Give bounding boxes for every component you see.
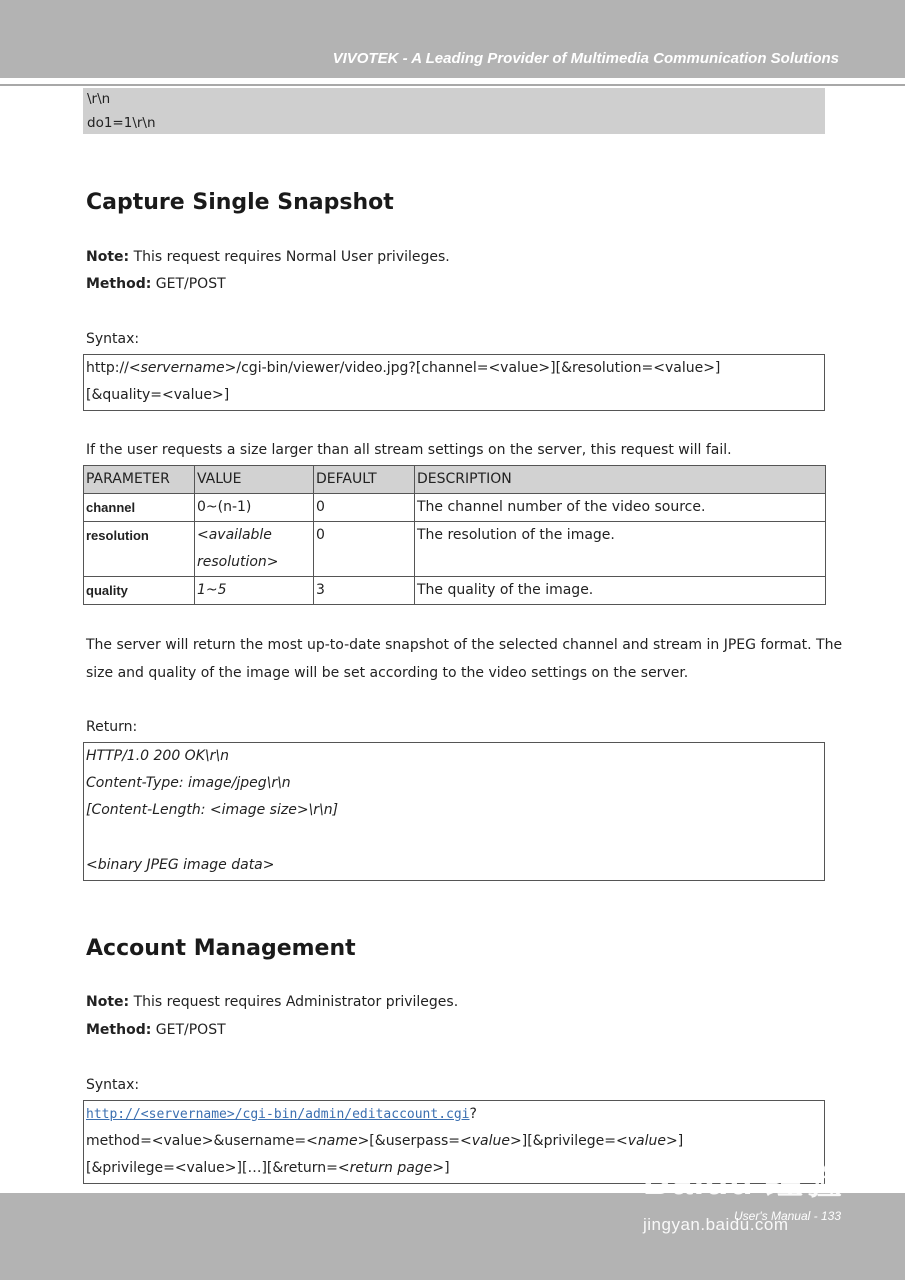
size-note: If the user requests a size larger than all stream settings on the server, this request will fail.: [86, 442, 732, 458]
table-header: PARAMETER: [84, 466, 195, 494]
method-label: Method:: [86, 1022, 152, 1038]
note-label: Note:: [86, 249, 130, 265]
syntax-part: name: [317, 1133, 358, 1149]
editaccount-link[interactable]: http://<servername>/cgi-bin/admin/editaccount.cgi: [86, 1107, 470, 1122]
table-header: DEFAULT: [314, 466, 415, 494]
syntax-line-3: [86, 1160, 450, 1176]
section-title-account: Account Management: [86, 936, 356, 961]
note-text: This request requires Administrator privileges.: [129, 994, 459, 1010]
return-line: Content-Type: image/jpeg\r\n: [86, 775, 291, 791]
return-box: [83, 742, 825, 881]
syntax-part: ?: [469, 1106, 477, 1122]
syntax-line-1: [86, 1106, 477, 1122]
return-line: [Content-Length: <image size>\r\n]: [86, 802, 339, 818]
code-line: do1=1\r\n: [87, 115, 156, 131]
syntax-part: [&privilege=<value>][…][&return=<: [86, 1160, 350, 1176]
param-cell: quality: [84, 577, 195, 605]
section-title-snapshot: Capture Single Snapshot: [86, 190, 394, 215]
table-row: [84, 577, 826, 605]
watermark-logo: Baidu 经验: [643, 1161, 844, 1203]
parameter-table: [83, 465, 826, 605]
default-cell: 3: [314, 577, 415, 605]
header-brand: VIVOTEK - A Leading Provider of Multimedia Communication Solutions: [332, 50, 839, 67]
syntax-part: return page: [349, 1160, 433, 1176]
desc-cell: The channel number of the video source.: [415, 494, 826, 522]
note-line: [86, 249, 450, 265]
return-line: HTTP/1.0 200 OK\r\n: [86, 748, 229, 764]
desc-cell: The resolution of the image.: [415, 522, 826, 577]
value-cell: 0~(n-1): [195, 494, 314, 522]
method-text: GET/POST: [151, 276, 226, 292]
syntax-servername: servername: [140, 360, 225, 376]
table-header: DESCRIPTION: [415, 466, 826, 494]
value-line: resolution>: [197, 554, 279, 570]
table-row: [84, 522, 826, 577]
syntax-part: method=<value>&username=<: [86, 1133, 318, 1149]
page-header: [0, 0, 905, 78]
value-cell: [195, 522, 314, 577]
syntax-part: >][&privilege=<: [510, 1133, 628, 1149]
syntax-line-2: [86, 1133, 683, 1149]
syntax-line-1: [86, 360, 720, 376]
desc-cell: The quality of the image.: [415, 577, 826, 605]
syntax-part: value: [627, 1133, 666, 1149]
method-line: [86, 1022, 226, 1038]
syntax-part: >[&userpass=<: [357, 1133, 472, 1149]
syntax-part: >]: [666, 1133, 684, 1149]
table-header: VALUE: [195, 466, 314, 494]
method-line: [86, 276, 226, 292]
note-line: [86, 994, 458, 1010]
return-label: Return:: [86, 719, 138, 735]
previous-code-block: [83, 88, 825, 134]
syntax-part: http://<: [86, 360, 141, 376]
table-row: [84, 494, 826, 522]
method-label: Method:: [86, 276, 152, 292]
syntax-part: >]: [432, 1160, 450, 1176]
page-number: User's Manual - 133: [733, 1209, 841, 1223]
table-header-row: [84, 466, 826, 494]
method-text: GET/POST: [151, 1022, 226, 1038]
baidu-watermark: [643, 1150, 843, 1235]
note-text: This request requires Normal User privileges.: [129, 249, 450, 265]
value-cell: 1~5: [195, 577, 314, 605]
return-line: <binary JPEG image data>: [86, 857, 275, 873]
code-line: \r\n: [87, 91, 111, 107]
syntax-box: [83, 354, 825, 411]
default-cell: 0: [314, 522, 415, 577]
syntax-part: value: [471, 1133, 510, 1149]
syntax-part: >/cgi-bin/viewer/video.jpg?[channel=<value>][&resolution=<value>]: [224, 360, 721, 376]
syntax-line-2: [&quality=<value>]: [86, 387, 230, 403]
note-label: Note:: [86, 994, 130, 1010]
header-divider: [0, 84, 905, 86]
description-line: size and quality of the image will be set according to the video settings on the server.: [86, 665, 689, 681]
syntax-label: Syntax:: [86, 1077, 140, 1093]
value-line: <available: [197, 527, 272, 543]
default-cell: 0: [314, 494, 415, 522]
watermark-url: jingyan.baidu.com: [643, 1215, 789, 1234]
param-cell: resolution: [84, 522, 195, 577]
syntax-label: Syntax:: [86, 331, 140, 347]
description-line: The server will return the most up-to-date snapshot of the selected channel and stream in JPEG format. The: [86, 637, 843, 653]
param-cell: channel: [84, 494, 195, 522]
